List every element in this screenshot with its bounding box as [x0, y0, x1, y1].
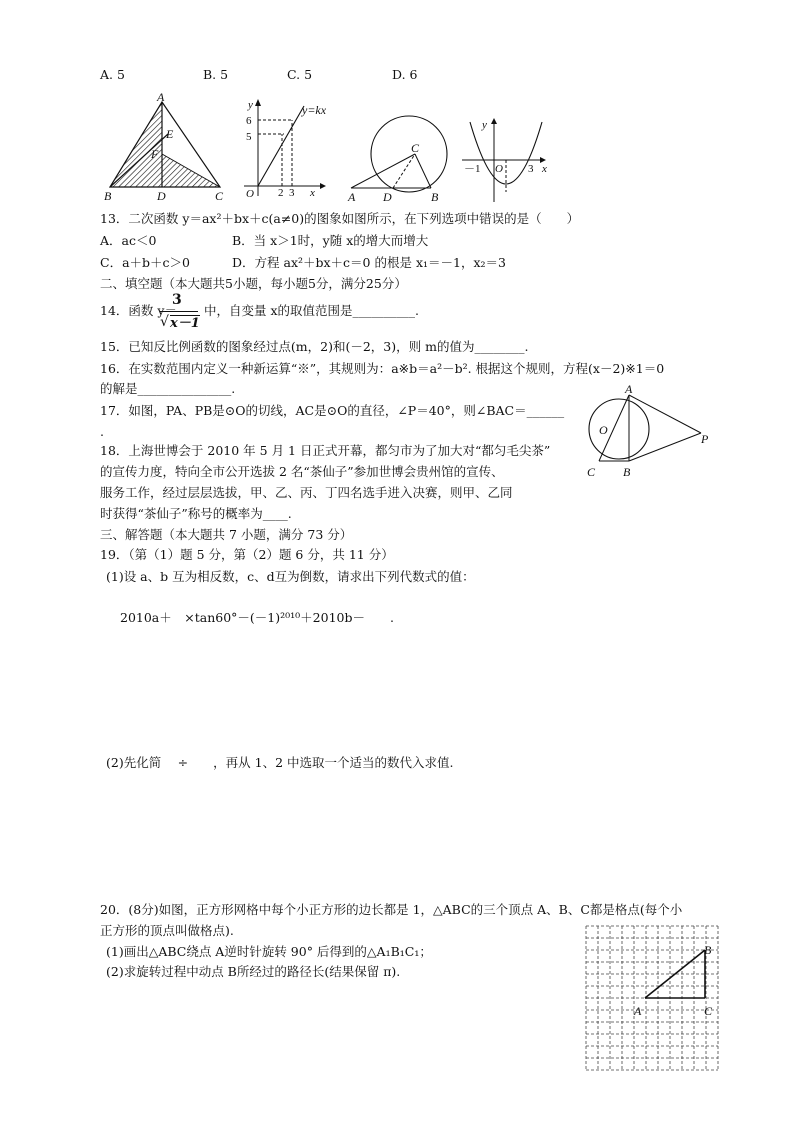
q12-option-b: B. 5	[203, 67, 229, 82]
linear-graph-y-axis: y	[248, 99, 253, 111]
q20-part-1: (1)画出△ABC绕点 A逆时针旋转 90° 后得到的△A₁B₁C₁；	[106, 944, 432, 959]
parabola-x-tick-3: 3	[528, 163, 534, 175]
circle-figure	[345, 110, 460, 204]
q20-line-1: 20．(8分)如图，正方形网格中每个小正方形的边长都是 1，△ABC的三个顶点 A、B、C都是格点(每个小	[100, 902, 683, 917]
q15-text: 15．已知反比例函数的图象经过点(m，2)和(－2，3)，则 m的值为________.	[100, 339, 529, 354]
parabola-x-axis: x	[542, 163, 547, 175]
grid-label-c: C	[704, 1004, 713, 1018]
circle-label-b: B	[431, 190, 439, 204]
linear-graph-x-axis: x	[310, 187, 315, 199]
q14-prefix: 14．函数 y＝	[100, 303, 177, 318]
q12-option-c: C. 5	[287, 67, 313, 82]
tangent-figure	[583, 383, 713, 483]
circle-label-a: A	[348, 190, 356, 204]
triangle-label-b: B	[104, 189, 112, 203]
q14-sqrt-sign: √	[160, 314, 169, 330]
q17-line-2: .	[100, 424, 104, 439]
parabola-figure	[460, 116, 550, 202]
circle-label-c: C	[411, 141, 420, 155]
linear-graph-y-tick-5: 5	[246, 131, 252, 143]
section-2-heading: 二、填空题（本大题共5小题，每小题5分，满分25分）	[100, 276, 407, 291]
q19-stem: 19．（第（1）题 5 分，第（2）题 6 分，共 11 分）	[100, 547, 394, 562]
grid-label-b: B	[704, 943, 712, 957]
linear-graph-x-tick-2: 2	[278, 187, 284, 199]
q14-fraction-numerator: 3	[172, 292, 182, 308]
triangle-label-c: C	[215, 189, 224, 203]
q18-line-1: 18．上海世博会于 2010 年 5 月 1 日正式开幕，都匀市为了加大对“都匀毛尖茶”	[100, 443, 551, 458]
linear-graph-figure	[240, 96, 345, 204]
q12-option-d: D. 6	[392, 67, 418, 82]
q16-line-1: 16．在实数范围内定义一种新运算“※”，其规则为：a※b＝a²－b². 根据这个规则，方程(x－2)※1＝0	[100, 361, 665, 376]
q14-suffix: 中，自变量 x的取值范围是__________.	[204, 303, 419, 318]
q16-line-2: 的解是_______________.	[100, 381, 236, 396]
tangent-label-p: P	[701, 432, 709, 446]
q13-option-a: A．ac＜0	[100, 233, 157, 248]
grid-figure	[584, 924, 720, 1072]
triangle-label-f: F	[151, 147, 159, 161]
grid-label-a: A	[634, 1004, 642, 1018]
q17-line-1: 17．如图，PA、PB是⊙O的切线，AC是⊙O的直径，∠P＝40°，则∠BAC＝______	[100, 403, 565, 418]
q13-stem: 13．二次函数 y＝ax²＋bx＋c(a≠0)的图象如图所示，在下列选项中错误的是（ ）	[100, 211, 580, 226]
q18-line-4: 时获得“茶仙子”称号的概率为____.	[100, 506, 292, 521]
parabola-origin: O	[495, 163, 503, 175]
tangent-label-a: A	[625, 383, 633, 396]
parabola-y-axis: y	[482, 119, 487, 131]
q14-fraction-bar	[160, 311, 198, 312]
q14-fraction	[160, 292, 200, 332]
q13-option-b: B．当 x＞1时，y随 x的增大而增大	[232, 233, 429, 248]
triangle-label-d: D	[157, 189, 166, 203]
q19-part-1: (1)设 a、b 互为相反数，c、d互为倒数，请求出下列代数式的值：	[106, 569, 475, 584]
q14-fraction-denominator: x－1	[170, 316, 200, 331]
triangle-label-e: E	[166, 127, 174, 141]
q19-expression: 2010a＋ ×tan60°－(－1)²⁰¹⁰＋2010b－ .	[120, 610, 394, 625]
linear-graph-y-tick-6: 6	[246, 115, 252, 127]
circle-label-d: D	[383, 190, 392, 204]
q18-line-2: 的宣传力度，特向全市公开选拔 2 名“茶仙子”参加世博会贵州馆的宣传、	[100, 464, 504, 479]
section-3-heading: 三、解答题（本大题共 7 小题，满分 73 分）	[100, 527, 353, 542]
q13-option-c: C．a＋b＋c＞0	[100, 255, 190, 270]
linear-graph-origin: O	[246, 188, 254, 200]
linear-graph-func-label: y=kx	[302, 103, 327, 117]
tangent-label-o: O	[599, 423, 608, 437]
q13-option-d: D．方程 ax²＋bx＋c＝0 的根是 x₁＝－1，x₂＝3	[232, 255, 506, 270]
tangent-label-c: C	[587, 465, 596, 479]
tangent-label-b: B	[623, 465, 631, 479]
triangle-figure	[100, 92, 235, 204]
q20-part-2: (2)求旋转过程中动点 B所经过的路径长(结果保留 π).	[106, 964, 401, 979]
q18-line-3: 服务工作，经过层层选拔，甲、乙、丙、丁四名选手进入决赛，则甲、乙同	[100, 485, 513, 500]
q12-option-a: A. 5	[100, 67, 125, 82]
parabola-x-tick-minus1: －1	[464, 163, 481, 175]
linear-graph-x-tick-3: 3	[289, 187, 295, 199]
q20-line-2: 正方形的顶点叫做格点).	[100, 923, 234, 938]
triangle-label-a: A	[157, 92, 165, 104]
q19-part-2: (2)先化简 ÷ ，再从 1、2 中选取一个适当的数代入求值.	[106, 755, 454, 770]
